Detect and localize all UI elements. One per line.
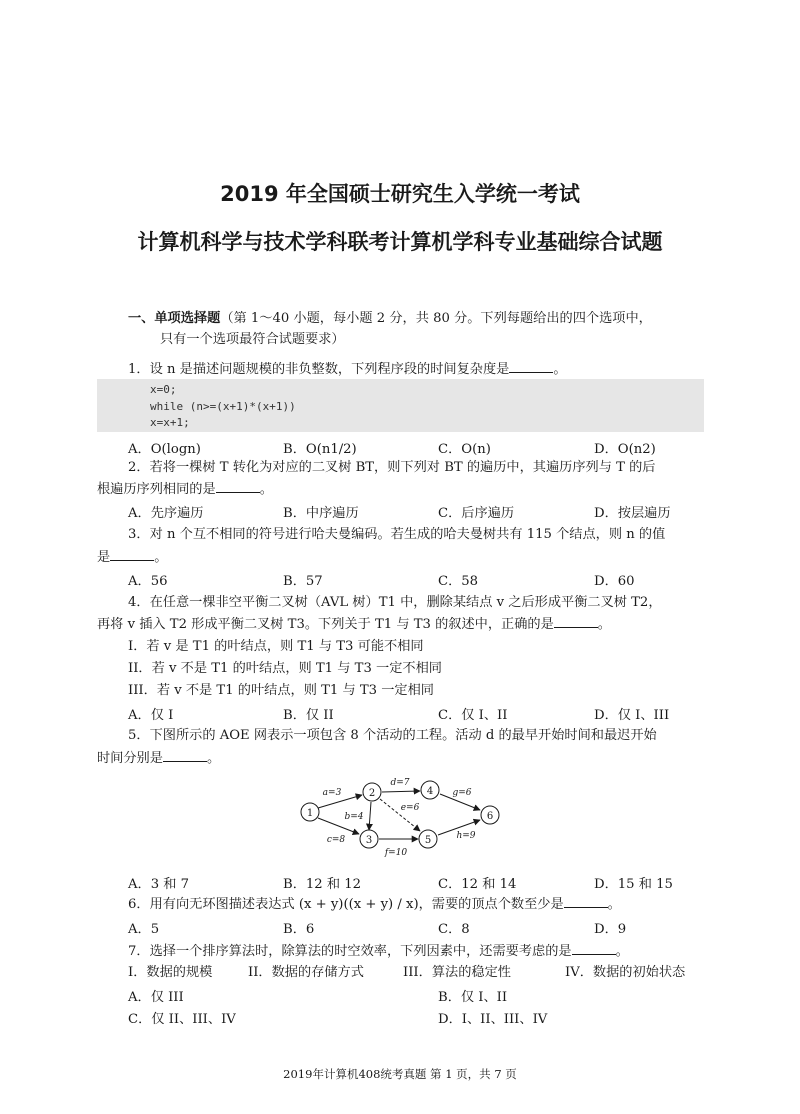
q7-item-3: III．算法的稳定性 xyxy=(403,965,511,980)
q2-line-2-row xyxy=(97,479,273,500)
q3-line-2: 是 xyxy=(97,550,111,565)
q2-option-d: D．按层遍历 xyxy=(594,506,671,521)
edge-label: e=6 xyxy=(400,803,420,813)
q5-line-1: 5．下图所示的 AOE 网表示一项包含 8 个活动的工程。活动 d 的最早开始时间和最迟开始 xyxy=(128,728,657,743)
q4-item-1: I．若 v 是 T1 的叶结点，则 T1 与 T3 可能不相同 xyxy=(128,639,424,654)
q7-option-c: C．仅 II、III、IV xyxy=(128,1012,236,1027)
q4-line-2-row xyxy=(97,614,611,635)
q4-item-3: III．若 v 不是 T1 的叶结点，则 T1 与 T3 一定相同 xyxy=(128,683,434,698)
q4-option-c: C．仅 I、II xyxy=(438,708,508,723)
answer-blank xyxy=(163,748,207,762)
q6-option-c: C．8 xyxy=(438,922,470,937)
q4-end: 。 xyxy=(597,617,611,632)
q6-stem: 6．用有向无环图描述表达式 (x + y)((x + y) / x)，需要的顶点个数至少是 xyxy=(128,897,564,912)
q2-option-a: A．先序遍历 xyxy=(128,506,204,521)
q1-option-a: A．O(logn) xyxy=(128,442,201,457)
exam-subtitle: 计算机科学与技术学科联考计算机学科专业基础综合试题 xyxy=(137,230,663,254)
page-footer: 2019年计算机408统考真题 第 1 页，共 7 页 xyxy=(283,1067,517,1081)
q7-item-4: IV．数据的初始状态 xyxy=(565,965,686,980)
q2-option-c: C．后序遍历 xyxy=(438,506,515,521)
node-label: 2 xyxy=(368,788,376,799)
node-label: 5 xyxy=(424,835,432,846)
q2-line-2: 根遍历序列相同的是 xyxy=(97,482,216,497)
q4-option-b: B．仅 II xyxy=(283,708,334,723)
q1-option-c: C．O(n) xyxy=(438,442,491,457)
q4-option-a: A．仅 I xyxy=(128,708,174,723)
section-desc-1: （第 1～40 小题，每小题 2 分，共 80 分。下列每题给出的四个选项中， xyxy=(220,311,652,326)
q3-end: 。 xyxy=(154,550,168,565)
q6-option-d: D．9 xyxy=(594,922,627,937)
q7-item-1: I．数据的规模 xyxy=(128,965,213,980)
node-label: 3 xyxy=(365,835,373,846)
q3-line-1: 3．对 n 个互不相同的符号进行哈夫曼编码。若生成的哈夫曼树共有 115 个结点，则 n 的值 xyxy=(128,527,666,542)
node-label: 4 xyxy=(426,786,434,797)
section-desc-2: 只有一个选项最符合试题要求） xyxy=(160,332,345,347)
edge-label: a=3 xyxy=(322,788,342,798)
q5-line-2-row xyxy=(97,748,220,769)
q5-option-c: C．12 和 14 xyxy=(438,877,517,892)
edge-label: b=4 xyxy=(344,812,364,822)
answer-blank xyxy=(509,359,553,373)
q7-option-b: B．仅 I、II xyxy=(438,990,508,1005)
q7-item-2: II．数据的存储方式 xyxy=(248,965,364,980)
q1-stem-line xyxy=(128,359,567,380)
q4-line-2: 再将 v 插入 T2 形成平衡二叉树 T3。下列关于 T1 与 T3 的叙述中，正确的是 xyxy=(97,617,554,632)
q6-stem-line xyxy=(128,894,621,915)
q5-option-a: A．3 和 7 xyxy=(128,877,190,892)
q1-option-d: D．O(n2) xyxy=(594,442,656,457)
q4-item-2: II．若 v 不是 T1 的叶结点，则 T1 与 T3 一定不相同 xyxy=(128,661,442,676)
edge-label: h=9 xyxy=(456,831,476,841)
node-label: 1 xyxy=(306,808,314,819)
edge-label: f=10 xyxy=(384,848,408,858)
code-line: x=0; xyxy=(150,383,177,396)
aoe-network-diagram xyxy=(290,772,510,862)
q7-end: 。 xyxy=(615,944,629,959)
q5-line-2: 时间分别是 xyxy=(97,751,163,766)
q7-stem: 7．选择一个排序算法时，除算法的时空效率，下列因素中，还需要考虑的是 xyxy=(128,944,572,959)
q4-line-1: 4．在任意一棵非空平衡二叉树（AVL 树）T1 中，删除某结点 v 之后形成平衡二叉树 T2， xyxy=(128,595,662,610)
q1-option-b: B．O(n1/2) xyxy=(283,442,357,457)
exam-title: 2019 年全国硕士研究生入学统一考试 xyxy=(220,182,580,206)
edge-label: c=8 xyxy=(326,835,346,845)
node-label: 6 xyxy=(486,811,494,822)
q1-code-block xyxy=(97,379,704,432)
section-heading: 一、单项选择题 xyxy=(128,311,221,326)
q5-end: 。 xyxy=(206,751,221,766)
code-line: while (n>=(x+1)*(x+1)) xyxy=(150,400,296,413)
edge-label: d=7 xyxy=(390,778,410,788)
q2-end: 。 xyxy=(259,482,273,497)
q1-end: 。 xyxy=(553,362,567,377)
answer-blank xyxy=(564,894,608,908)
q3-option-a: A．56 xyxy=(128,574,168,589)
q2-line-1: 2．若将一棵树 T 转化为对应的二叉树 BT，则下列对 BT 的遍历中，其遍历序列与 T 的后 xyxy=(128,460,656,475)
q3-option-d: D．60 xyxy=(594,574,635,589)
q3-line-2-row xyxy=(97,547,167,568)
code-line: x=x+1; xyxy=(150,416,190,429)
q1-stem: 1．设 n 是描述问题规模的非负整数，下列程序段的时间复杂度是 xyxy=(128,362,510,377)
answer-blank xyxy=(110,547,154,561)
q3-option-b: B．57 xyxy=(283,574,323,589)
answer-blank xyxy=(554,614,598,628)
q7-option-a: A．仅 III xyxy=(128,990,184,1005)
q3-option-c: C．58 xyxy=(438,574,479,589)
q5-option-d: D．15 和 15 xyxy=(594,877,673,892)
q5-option-b: B．12 和 12 xyxy=(283,877,362,892)
q7-stem-line xyxy=(128,941,629,962)
q6-option-b: B．6 xyxy=(283,922,315,937)
q4-option-d: D．仅 I、III xyxy=(594,708,670,723)
q2-option-b: B．中序遍历 xyxy=(283,506,359,521)
answer-blank xyxy=(216,479,260,493)
edge-b xyxy=(369,802,371,830)
edge-label: g=6 xyxy=(452,788,472,798)
q6-end: 。 xyxy=(607,897,621,912)
edge-d xyxy=(382,791,420,792)
q7-option-d: D．I、II、III、IV xyxy=(438,1012,548,1027)
section-header xyxy=(128,309,652,329)
q6-option-a: A．5 xyxy=(128,922,160,937)
answer-blank xyxy=(572,941,616,955)
